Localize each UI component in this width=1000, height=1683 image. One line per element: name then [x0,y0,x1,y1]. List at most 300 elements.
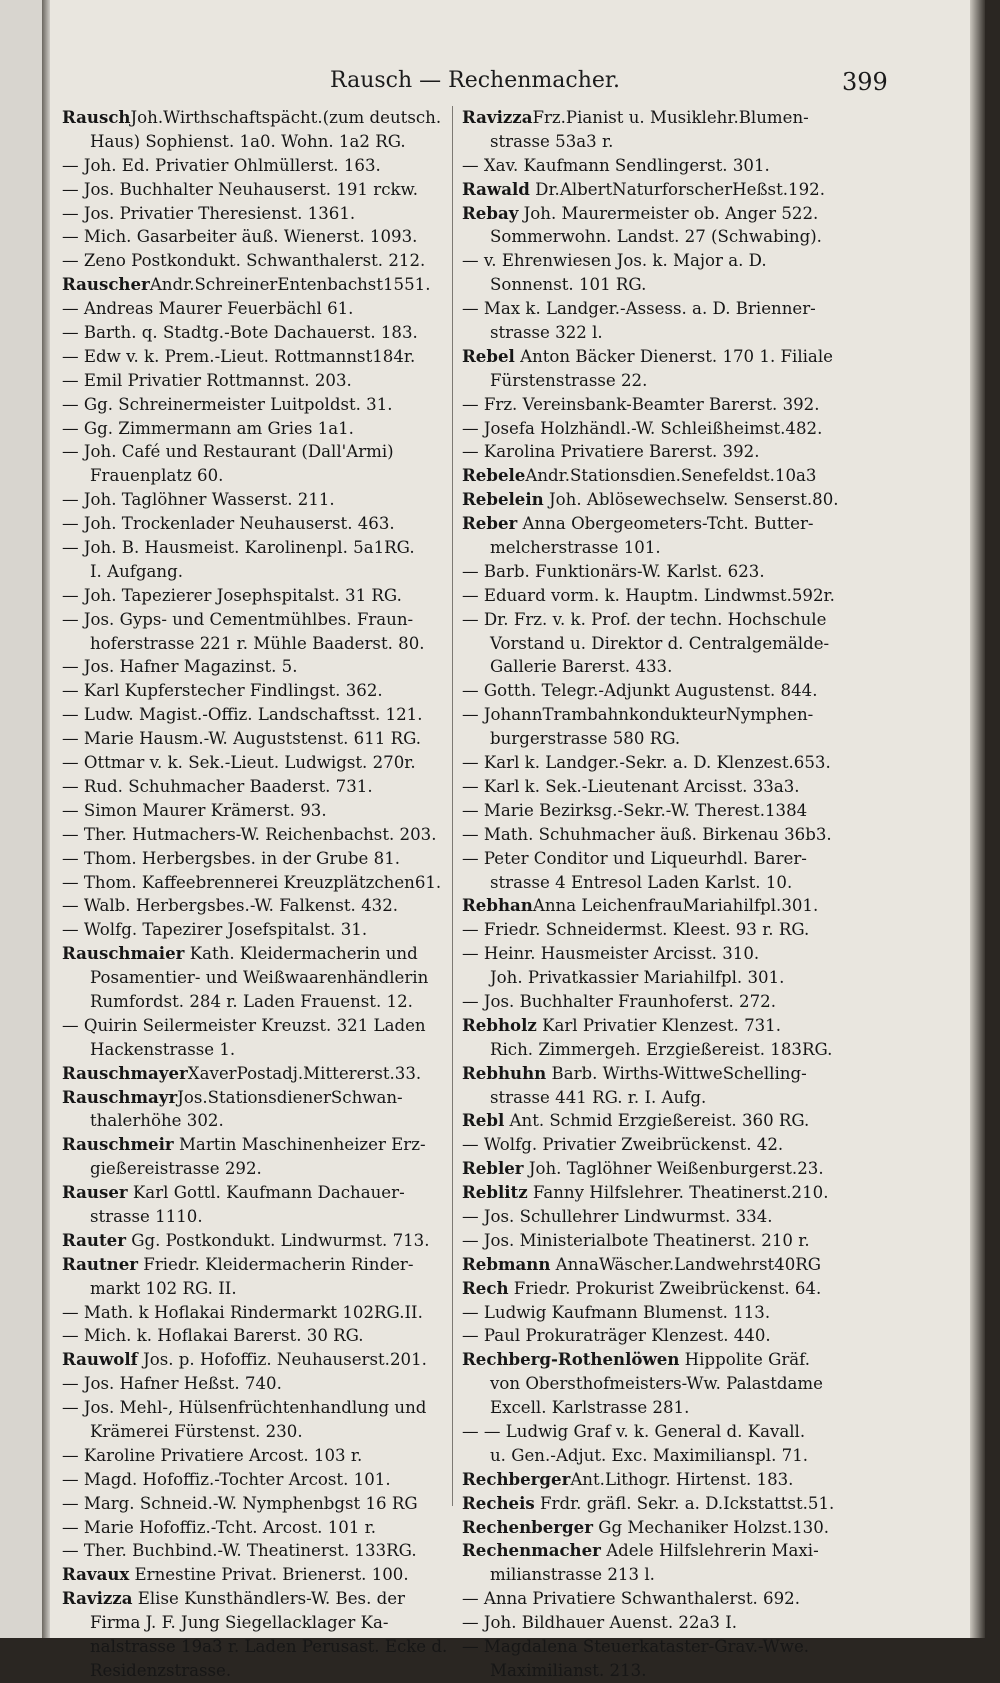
entry-surname: Rauscher [62,274,150,295]
entry-text: Elise Kunsthändlers-W. Bes. der [132,1589,405,1609]
entry-text: milianstrasse 213 l. [490,1565,655,1585]
directory-entry-line [62,942,452,966]
entry-text: Frauenplatz 60. [90,466,224,486]
directory-entry-line [462,464,852,488]
directory-entry-line [62,249,452,273]
entry-surname: Rebl [462,1110,505,1131]
directory-entry-line [62,1587,452,1611]
directory-entry-line [62,1635,452,1659]
directory-entry-line [62,1372,452,1396]
entry-text: — Jos. Ministerialbote Theatinerst. 210 r. [462,1230,810,1250]
directory-entry-line [62,1324,452,1348]
entry-text: Excell. Karlstrasse 281. [490,1398,690,1418]
entry-text: Andr.Stationsdien.Senefeldst.10a3 [525,466,817,486]
directory-entry-line [462,751,852,775]
entry-text: strasse 4 Entresol Laden Karlst. 10. [490,872,793,892]
directory-entry-line [62,584,452,608]
entry-text: — Karl Kupferstecher Findlingst. 362. [62,681,383,701]
entry-text: Hackenstrasse 1. [90,1039,236,1059]
entry-surname: Rechberger [462,1468,571,1489]
directory-entry-line [462,1635,852,1659]
entry-text: Gg. Postkondukt. Lindwurmst. 713. [125,1230,430,1250]
directory-entry-line [62,1086,452,1110]
directory-entry-line [62,345,452,369]
directory-entry-line [462,679,852,703]
entry-text: — Magd. Hofoffiz.-Tochter Arcost. 101. [62,1469,391,1489]
entry-text: Posamentier- und Weißwaarenhändlerin [90,968,429,988]
directory-entry-line [62,1301,452,1325]
directory-entry-line [462,608,852,632]
entry-text: — Magdalena Steuerkataster-Grav.-Wwe. [462,1637,810,1656]
entry-text: melcherstrasse 101. [490,538,661,558]
directory-entry-line [462,799,852,823]
entry-text: — Marie Bezirksg.-Sekr.-W. Therest.1384 [462,800,808,820]
directory-entry-line [462,966,852,990]
entry-text: nalstrasse 19a3 r. Laden Perusast. Ecke d. [90,1637,448,1656]
entry-text: — Ludwig Kaufmann Blumenst. 113. [462,1302,771,1322]
entry-text: Joh. Taglöhner Weißenburgerst.23. [523,1159,824,1179]
entry-text: Joh. Privatkassier Mariahilfpl. 301. [490,968,785,988]
right-column [462,106,852,1680]
directory-entry-line [462,1205,852,1229]
directory-entry-line [462,823,852,847]
directory-entry-line [462,417,852,441]
entry-text: hoferstrasse 221 r. Mühle Baaderst. 80. [90,633,425,653]
directory-entry-line [62,894,452,918]
entry-text: — Zeno Postkondukt. Schwanthalerst. 212. [62,251,426,271]
directory-entry-line [62,297,452,321]
entry-text: Jos.StationsdienerSchwan- [177,1087,403,1107]
directory-entry-line [462,1563,852,1587]
entry-text: — Thom. Herbergsbes. in der Grube 81. [62,848,401,868]
entry-text: Joh. Maurermeister ob. Anger 522. [518,203,819,223]
entry-text: Anna Obergeometers-Tcht. Butter- [517,514,814,534]
entry-text: — Joh. Ed. Privatier Ohlmüllerst. 163. [62,155,381,175]
entry-text: — Math. Schuhmacher äuß. Birkenau 36b3. [462,824,832,844]
directory-entry-line [462,1086,852,1110]
entry-text: — v. Ehrenwiesen Jos. k. Major a. D. [462,251,767,271]
directory-entry-line [62,1516,452,1540]
entry-text: — Andreas Maurer Feuerbächl 61. [62,299,354,319]
directory-entry-line [62,178,452,202]
entry-text: Vorstand u. Direktor d. Centralgemälde- [490,633,830,653]
directory-entry-line [62,632,452,656]
entry-surname: Rebhuhn [462,1062,547,1083]
column-divider [452,106,453,1506]
binding-gutter [42,0,50,1638]
directory-entry-line [62,1277,452,1301]
entry-text: — Dr. Frz. v. k. Prof. der techn. Hochschule [462,609,827,629]
entry-text: — Wolfg. Tapezirer Josefspitalst. 31. [62,920,368,940]
directory-entry-line [62,1348,452,1372]
directory-entry-line [62,1229,452,1253]
entry-text: — Ther. Buchbind.-W. Theatinerst. 133RG. [62,1541,417,1561]
directory-entry-line [62,1133,452,1157]
entry-text: — Thom. Kaffeebrennerei Kreuzplätzchen61. [62,872,442,892]
entry-text: — Xav. Kaufmann Sendlingerst. 301. [462,155,770,175]
entry-text: AnnaWäscher.Landwehrst40RG [550,1254,822,1274]
directory-entry-line [462,1492,852,1516]
entry-text: — Joh. Tapezierer Josephspitalst. 31 RG. [62,585,402,605]
directory-entry-line [62,417,452,441]
running-header [50,68,985,102]
entry-text: — Gotth. Telegr.-Adjunkt Augustenst. 844. [462,681,818,701]
entry-surname: Rauschmayr [62,1086,178,1107]
entry-text: — Barth. q. Stadtg.-Bote Dachauerst. 183. [62,323,418,343]
directory-entry-line [462,1109,852,1133]
entry-text: von Obersthofmeisters-Ww. Palastdame [490,1374,823,1394]
directory-entry-line [62,1539,452,1563]
directory-entry-line [462,225,852,249]
entry-text: — Jos. Buchhalter Neuhauserst. 191 rckw. [62,179,419,199]
entry-surname: Rebelein [462,489,544,510]
entry-text: Fanny Hilfslehrer. Theatinerst.210. [527,1183,829,1203]
directory-entry-line [462,440,852,464]
entry-text: — — Ludwig Graf v. k. General d. Kavall. [462,1421,806,1441]
entry-text: Karl Gottl. Kaufmann Dachauer- [127,1183,405,1203]
directory-entry-line [462,130,852,154]
entry-text: — Peter Conditor und Liqueurhdl. Barer- [462,848,807,868]
directory-entry-line [462,1659,852,1683]
directory-entry-line [462,632,852,656]
entry-text: — Karl k. Sek.-Lieutenant Arcisst. 33a3. [462,776,800,796]
directory-entry-line [62,321,452,345]
entry-surname: Rechberg-Rothenlöwen [462,1349,680,1370]
entry-text: — JohannTrambahnkondukteurNymphen- [462,705,814,725]
directory-entry-line [62,751,452,775]
directory-entry-line [462,249,852,273]
directory-entry-line [462,488,852,512]
entry-text: Joh. Ablösewechselw. Senserst.80. [543,490,839,510]
entry-text: — Barb. Funktionärs-W. Karlst. 623. [462,561,765,581]
entry-text: I. Aufgang. [90,561,184,581]
directory-entry-line [62,847,452,871]
entry-text: Ant.Lithogr. Hirtenst. 183. [570,1469,794,1489]
entry-text: Frz.Pianist u. Musiklehr.Blumen- [532,108,809,127]
entry-text: Anton Bäcker Dienerst. 170 1. Filiale [514,346,833,366]
directory-entry-line [462,536,852,560]
directory-entry-line [462,1611,852,1635]
entry-text: — Wolfg. Privatier Zweibrückenst. 42. [462,1135,784,1155]
entry-text: thalerhöhe 302. [90,1111,224,1131]
entry-text: Frdr. gräfl. Sekr. a. D.Ickstattst.51. [534,1493,835,1513]
directory-entry-line [62,488,452,512]
entry-text: Ant. Schmid Erzgießereist. 360 RG. [504,1111,810,1131]
directory-entry-line [62,871,452,895]
entry-surname: Rebmann [462,1253,551,1274]
entry-text: strasse 1110. [90,1206,203,1226]
entry-text: Krämerei Fürstenst. 230. [90,1421,303,1441]
entry-surname: Rauschmayer [62,1062,188,1083]
entry-text: — Friedr. Schneidermst. Kleest. 93 r. RG. [462,920,810,940]
entry-text: Rich. Zimmergeh. Erzgießereist. 183RG. [490,1039,833,1059]
directory-entry-line [62,1038,452,1062]
entry-surname: Reblitz [462,1182,528,1203]
directory-entry-line [462,1229,852,1253]
directory-entry-line [62,1181,452,1205]
entry-text: — Ther. Hutmachers-W. Reichenbachst. 203. [62,824,437,844]
entry-text: Joh.Wirthschaftspächt.(zum deutsch. [130,108,442,127]
entry-text: — Rud. Schuhmacher Baaderst. 731. [62,776,373,796]
entry-text: — Joh. B. Hausmeist. Karolinenpl. 5a1RG. [62,538,415,558]
directory-entry-line [462,1301,852,1325]
directory-entry-line [62,655,452,679]
entry-surname: Ravizza [62,1588,133,1609]
directory-entry-line [462,871,852,895]
entry-surname: Rebler [462,1158,524,1179]
entry-text: gießereistrasse 292. [90,1159,262,1179]
entry-text: Anna LeichenfrauMariahilfpl.301. [532,896,819,916]
directory-entry-line [462,847,852,871]
directory-entry-line [62,608,452,632]
entry-text: — Marg. Schneid.-W. Nymphenbgst 16 RG [62,1493,418,1513]
entry-text: — Jos. Hafner Heßst. 740. [62,1374,282,1394]
directory-entry-line [462,990,852,1014]
entry-text: Rumfordst. 284 r. Laden Frauenst. 12. [90,991,413,1011]
directory-entry-line [462,942,852,966]
directory-entry-line [462,1014,852,1038]
entry-text: — Math. k Hoflakai Rindermarkt 102RG.II. [62,1302,423,1322]
directory-entry-line [62,1062,452,1086]
directory-entry-line [462,727,852,751]
header-title: Rausch — Rechenmacher. [330,68,620,93]
entry-surname: Rauschmaier [62,943,185,964]
entry-text: Firma J. F. Jung Siegellacklager Ka- [90,1613,389,1633]
entry-text: — Karoline Privatiere Arcost. 103 r. [62,1445,363,1465]
entry-surname: Rebholz [462,1014,537,1035]
directory-entry-line [62,1109,452,1133]
entry-text: — Jos. Buchhalter Fraunhoferst. 272. [462,991,776,1011]
entry-text: — Gg. Zimmermann am Gries 1a1. [62,418,354,438]
entry-text: Friedr. Prokurist Zweibrückenst. 64. [508,1278,822,1298]
entry-text: — Joh. Bildhauer Auenst. 22a3 I. [462,1613,738,1633]
entry-surname: Recheis [462,1492,535,1513]
directory-entry-line [462,1396,852,1420]
entry-surname: Rebele [462,465,526,486]
directory-entry-line [462,1516,852,1540]
entry-text: — Jos. Gyps- und Cementmühlbes. Fraun- [62,609,414,629]
directory-entry-line [462,655,852,679]
directory-entry-line [62,775,452,799]
entry-text: markt 102 RG. II. [90,1278,237,1298]
adjacent-page-strip [0,0,43,1638]
entry-surname: Rawald [462,178,530,199]
entry-text: Dr.AlbertNaturforscherHeßst.192. [529,179,825,199]
page-edge [970,0,985,1638]
directory-entry-line [462,1324,852,1348]
entry-surname: Rechenberger [462,1516,593,1537]
page-number: 399 [842,68,888,96]
entry-text: Karl Privatier Klenzest. 731. [536,1015,782,1035]
entry-text: — Frz. Vereinsbank-Beamter Barerst. 392. [462,394,820,414]
entry-text: — Max k. Landger.-Assess. a. D. Brienner- [462,299,816,319]
entry-surname: Rauschmeir [62,1134,174,1155]
entry-text: strasse 441 RG. r. I. Aufg. [490,1087,707,1107]
directory-entry-line [462,775,852,799]
entry-text: — Joh. Trockenlader Neuhauserst. 463. [62,514,395,534]
directory-entry-line [62,990,452,1014]
entry-text: u. Gen.-Adjut. Exc. Maximilianspl. 71. [490,1445,809,1465]
entry-surname: Rebel [462,345,515,366]
entry-text: Kath. Kleidermacherin und [184,944,418,964]
entry-text: — Quirin Seilermeister Kreuzst. 321 Laden [62,1015,426,1035]
directory-entry-line [62,393,452,417]
directory-entry-line [462,1062,852,1086]
directory-entry-line [462,321,852,345]
entry-text: Fürstenstrasse 22. [490,370,648,390]
entry-surname: Rech [462,1277,509,1298]
entry-text: — Anna Privatiere Schwanthalerst. 692. [462,1589,801,1609]
directory-entry-line [462,273,852,297]
entry-text: strasse 322 l. [490,323,603,343]
entry-text: Sonnenst. 101 RG. [490,275,647,295]
directory-entry-line [62,560,452,584]
directory-entry-line [62,1014,452,1038]
directory-entry-line [462,560,852,584]
entry-text: — Jos. Mehl-, Hülsenfrüchtenhandlung und [62,1398,427,1418]
directory-entry-line [62,440,452,464]
directory-entry-line [62,918,452,942]
directory-entry-line [62,1396,452,1420]
entry-text: — Ottmar v. k. Sek.-Lieut. Ludwigst. 270r. [62,753,416,773]
entry-surname: Ravaux [62,1564,130,1585]
entry-text: Jos. p. Hofoffiz. Neuhauserst.201. [137,1350,427,1370]
entry-text: — Simon Maurer Krämerst. 93. [62,800,327,820]
directory-entry-line [62,1492,452,1516]
entry-text: Sommerwohn. Landst. 27 (Schwabing). [490,227,822,247]
entry-text: — Gg. Schreinermeister Luitpoldst. 31. [62,394,393,414]
directory-entry-line [462,178,852,202]
directory-entry-line [462,1038,852,1062]
entry-text: XaverPostadj.Mittererst.33. [187,1063,422,1083]
directory-entry-line [462,1468,852,1492]
entry-text: Gallerie Barerst. 433. [490,657,673,677]
directory-entry-line [462,1372,852,1396]
directory-entry-line [462,1181,852,1205]
directory-entry-line [462,703,852,727]
entry-text: — Eduard vorm. k. Hauptm. Lindwmst.592r. [462,585,835,605]
entry-text: — Marie Hofoffiz.-Tcht. Arcost. 101 r. [62,1517,377,1537]
directory-entry-line [62,966,452,990]
entry-surname: Rautner [62,1253,139,1274]
directory-entry-line [62,536,452,560]
directory-entry-line [62,369,452,393]
directory-entry-line [462,1444,852,1468]
directory-entry-line [62,154,452,178]
entry-surname: Ravizza [462,107,533,127]
entry-text: — Paul Prokuraträger Klenzest. 440. [462,1326,771,1346]
directory-entry-line [462,1253,852,1277]
entry-text: Hippolite Gräf. [679,1350,810,1370]
entry-surname: Rausch [62,107,131,127]
entry-text: — Jos. Schullehrer Lindwurmst. 334. [462,1206,773,1226]
directory-entry-line [462,106,852,130]
directory-entry-line [62,679,452,703]
directory-entry-line [62,1444,452,1468]
directory-entry-line [62,202,452,226]
directory-entry-line [62,464,452,488]
entry-text: — Josefa Holzhändl.-W. Schleißheimst.482. [462,418,823,438]
entry-text: — Mich. Gasarbeiter äuß. Wienerst. 1093. [62,227,418,247]
directory-entry-line [462,1348,852,1372]
entry-text: — Joh. Taglöhner Wasserst. 211. [62,490,335,510]
directory-entry-line [462,369,852,393]
directory-entry-line [62,1659,452,1683]
entry-text: Andr.SchreinerEntenbachst1551. [149,275,431,295]
entry-text: — Jos. Hafner Magazinst. 5. [62,657,298,677]
directory-entry-line [462,297,852,321]
entry-surname: Reber [462,513,518,534]
directory-entry-line [462,1587,852,1611]
entry-text: — Karolina Privatiere Barerst. 392. [462,442,760,462]
directory-entry-line [462,202,852,226]
directory-entry-line [462,1157,852,1181]
entry-text: Gg Mechaniker Holzst.130. [592,1517,830,1537]
directory-entry-line [462,154,852,178]
directory-entry-line [462,584,852,608]
directory-entry-line [62,703,452,727]
entry-text: — Mich. k. Hoflakai Barerst. 30 RG. [62,1326,364,1346]
entry-text: — Edw v. k. Prem.-Lieut. Rottmannst184r. [62,346,416,366]
directory-entry-line [62,1468,452,1492]
directory-entry-line [62,130,452,154]
entry-text: — Emil Privatier Rottmannst. 203. [62,370,352,390]
entry-text: burgerstrasse 580 RG. [490,729,681,749]
directory-entry-line [462,1133,852,1157]
directory-entry-line [62,799,452,823]
directory-entry-line [462,345,852,369]
directory-entry-line [62,225,452,249]
entry-surname: Rauser [62,1182,128,1203]
directory-entry-line [62,1253,452,1277]
entry-text: Ernestine Privat. Brienerst. 100. [129,1565,409,1585]
directory-entry-line [62,273,452,297]
entry-text: Barb. Wirths-WittweSchelling- [546,1063,807,1083]
entry-text: Haus) Sophienst. 1a0. Wohn. 1a2 RG. [90,131,406,151]
entry-text: — Walb. Herbergsbes.-W. Falkenst. 432. [62,896,399,916]
entry-surname: Rebay [462,202,519,223]
entry-text: — Ludw. Magist.-Offiz. Landschaftsst. 121. [62,705,423,725]
entry-surname: Rauter [62,1229,126,1250]
entry-text: Martin Maschinenheizer Erz- [173,1135,426,1155]
directory-entry-line [462,393,852,417]
entry-text: — Heinr. Hausmeister Arcisst. 310. [462,944,760,964]
directory-entry-line [62,727,452,751]
entry-surname: Rauwolf [62,1349,138,1370]
entry-text: Friedr. Kleidermacherin Rinder- [138,1254,414,1274]
entry-text: strasse 53a3 r. [490,131,614,151]
directory-entry-line [62,1611,452,1635]
entry-text: Residenzstrasse. [90,1660,232,1680]
directory-entry-line [462,1539,852,1563]
directory-entry-line [62,823,452,847]
directory-entry-line [62,106,452,130]
entry-surname: Rechenmacher [462,1540,601,1561]
directory-entry-line [62,512,452,536]
entry-text: — Karl k. Landger.-Sekr. a. D. Klenzest.653. [462,753,831,773]
directory-entry-line [62,1563,452,1587]
directory-entry-line [462,512,852,536]
entry-surname: Rebhan [462,895,533,916]
directory-entry-line [462,1277,852,1301]
directory-entry-line [62,1420,452,1444]
directory-entry-line [62,1157,452,1181]
entry-text: Adele Hilfslehrerin Maxi- [600,1541,819,1561]
left-column [62,106,452,1680]
directory-entry-line [462,918,852,942]
directory-entry-line [62,1205,452,1229]
directory-entry-line [462,1420,852,1444]
